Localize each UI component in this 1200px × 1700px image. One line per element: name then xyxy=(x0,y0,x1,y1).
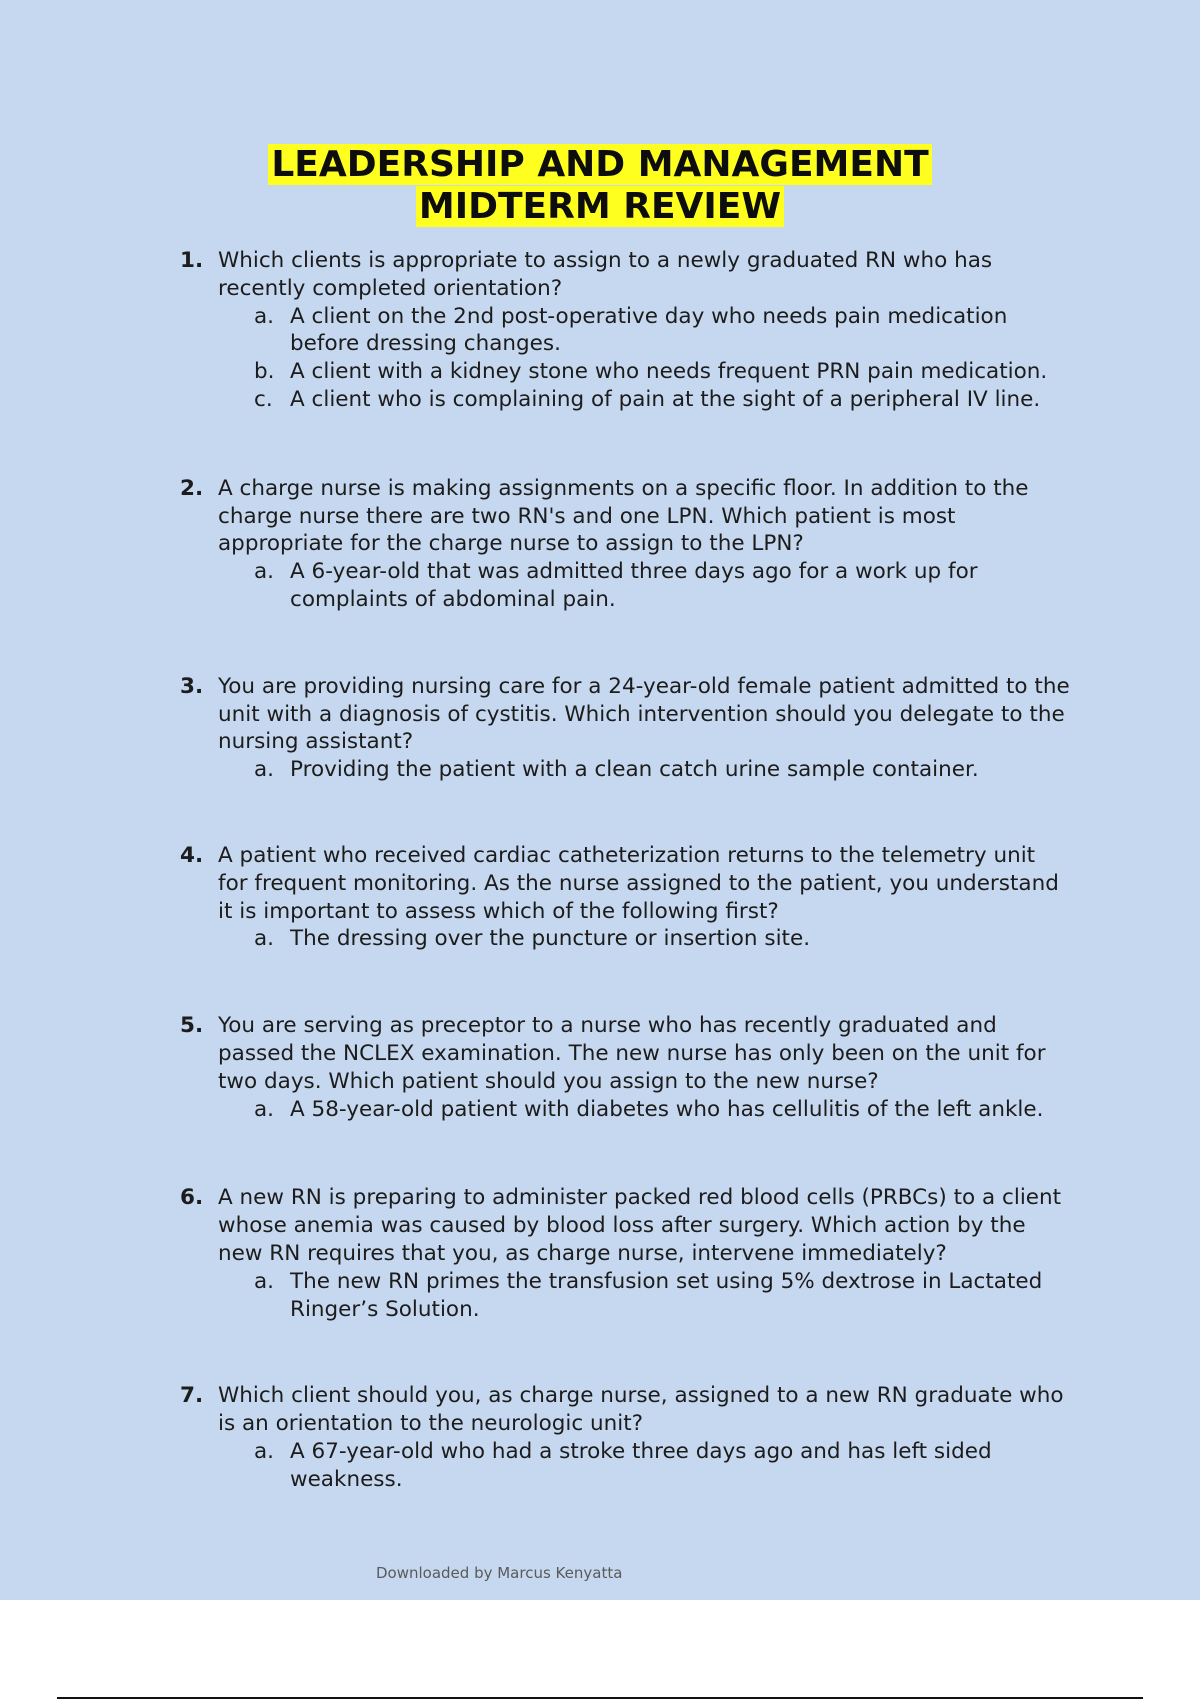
answer-option xyxy=(254,358,1070,386)
download-footer: Downloaded by Marcus Kenyatta xyxy=(376,1564,623,1582)
question-number: 5. xyxy=(180,1013,204,1039)
option-letter: a. xyxy=(254,1438,275,1464)
question-number: 4. xyxy=(180,842,204,868)
question-text: A charge nurse is making assignments on a specific floor. In addition to the charge nurse there are two RN's and one LPN. Which patient is most appropriate for the charge nurse to assign to the LPN? xyxy=(218,475,1029,557)
question-number: 3. xyxy=(180,673,204,699)
option-text: A 6-year-old that was admitted three days ago for a work up for complaints of abdominal pain. xyxy=(290,559,978,612)
option-letter: a. xyxy=(254,757,275,783)
question-number: 6. xyxy=(180,1185,204,1211)
answer-option xyxy=(254,925,1070,953)
option-text: A client who is complaining of pain at the sight of a peripheral IV line. xyxy=(290,386,1041,412)
question-list xyxy=(180,247,1070,1494)
question-1 xyxy=(180,247,1070,414)
option-text: Providing the patient with a clean catch urine sample container. xyxy=(290,757,979,783)
question-3 xyxy=(180,673,1070,784)
question-7 xyxy=(180,1382,1070,1493)
question-6 xyxy=(180,1184,1070,1323)
option-text: A 67-year-old who had a stroke three days ago and has left sided weakness. xyxy=(290,1438,992,1492)
question-text: Which clients is appropriate to assign to a newly graduated RN who has recently completed orientation? xyxy=(218,248,993,301)
answer-option xyxy=(254,756,1070,784)
option-letter: a. xyxy=(254,1268,275,1294)
question-5 xyxy=(180,1012,1070,1123)
answer-option xyxy=(254,1438,1070,1494)
title-line-2: MIDTERM REVIEW xyxy=(416,186,784,227)
answer-option xyxy=(254,558,1070,614)
bottom-divider xyxy=(57,1697,1143,1699)
option-letter: a. xyxy=(254,303,275,329)
title-line-1: LEADERSHIP AND MANAGEMENT xyxy=(268,144,931,185)
question-number: 1. xyxy=(180,248,204,273)
option-text: A client with a kidney stone who needs frequent PRN pain medication. xyxy=(290,359,1048,385)
question-number: 2. xyxy=(180,475,204,501)
question-4 xyxy=(180,842,1070,953)
option-text: The new RN primes the transfusion set using 5% dextrose in Lactated Ringer’s Solution. xyxy=(290,1268,1043,1322)
question-text: Which client should you, as charge nurse, assigned to a new RN graduate who is an orientation to the neurologic unit? xyxy=(218,1383,1064,1437)
page-title xyxy=(0,144,1200,228)
option-text: The dressing over the puncture or insertion site. xyxy=(290,926,811,952)
option-letter: a. xyxy=(254,926,275,952)
question-text: A new RN is preparing to administer packed red blood cells (PRBCs) to a client whose anemia was caused by blood loss after surgery. Which action by the new RN requires that you, as charge nurse, intervene immediately? xyxy=(218,1185,1062,1266)
answer-option xyxy=(254,386,1070,414)
question-number: 7. xyxy=(180,1383,204,1409)
question-text: A patient who received cardiac catheterization returns to the telemetry unit for frequent monitoring. As the nurse assigned to the patient, you understand it is important to assess which of the following first? xyxy=(218,842,1059,924)
option-letter: a. xyxy=(254,559,275,585)
option-letter: b. xyxy=(254,359,275,385)
answer-option xyxy=(254,303,1070,359)
option-letter: c. xyxy=(254,386,273,412)
question-text: You are providing nursing care for a 24-year-old female patient admitted to the unit with a diagnosis of cystitis. Which intervention should you delegate to the nursing assistant? xyxy=(218,673,1070,755)
answer-option xyxy=(254,1268,1070,1324)
option-text: A client on the 2nd post-operative day who needs pain medication before dressing changes. xyxy=(290,303,1008,357)
option-text: A 58-year-old patient with diabetes who has cellulitis of the left ankle. xyxy=(290,1096,1044,1122)
answer-option xyxy=(254,1096,1070,1124)
question-text: You are serving as preceptor to a nurse who has recently graduated and passed the NCLEX examination. The new nurse has only been on the unit for two days. Which patient should you assign to the new nurse? xyxy=(218,1013,1046,1094)
question-2 xyxy=(180,475,1070,614)
option-letter: a. xyxy=(254,1096,275,1122)
